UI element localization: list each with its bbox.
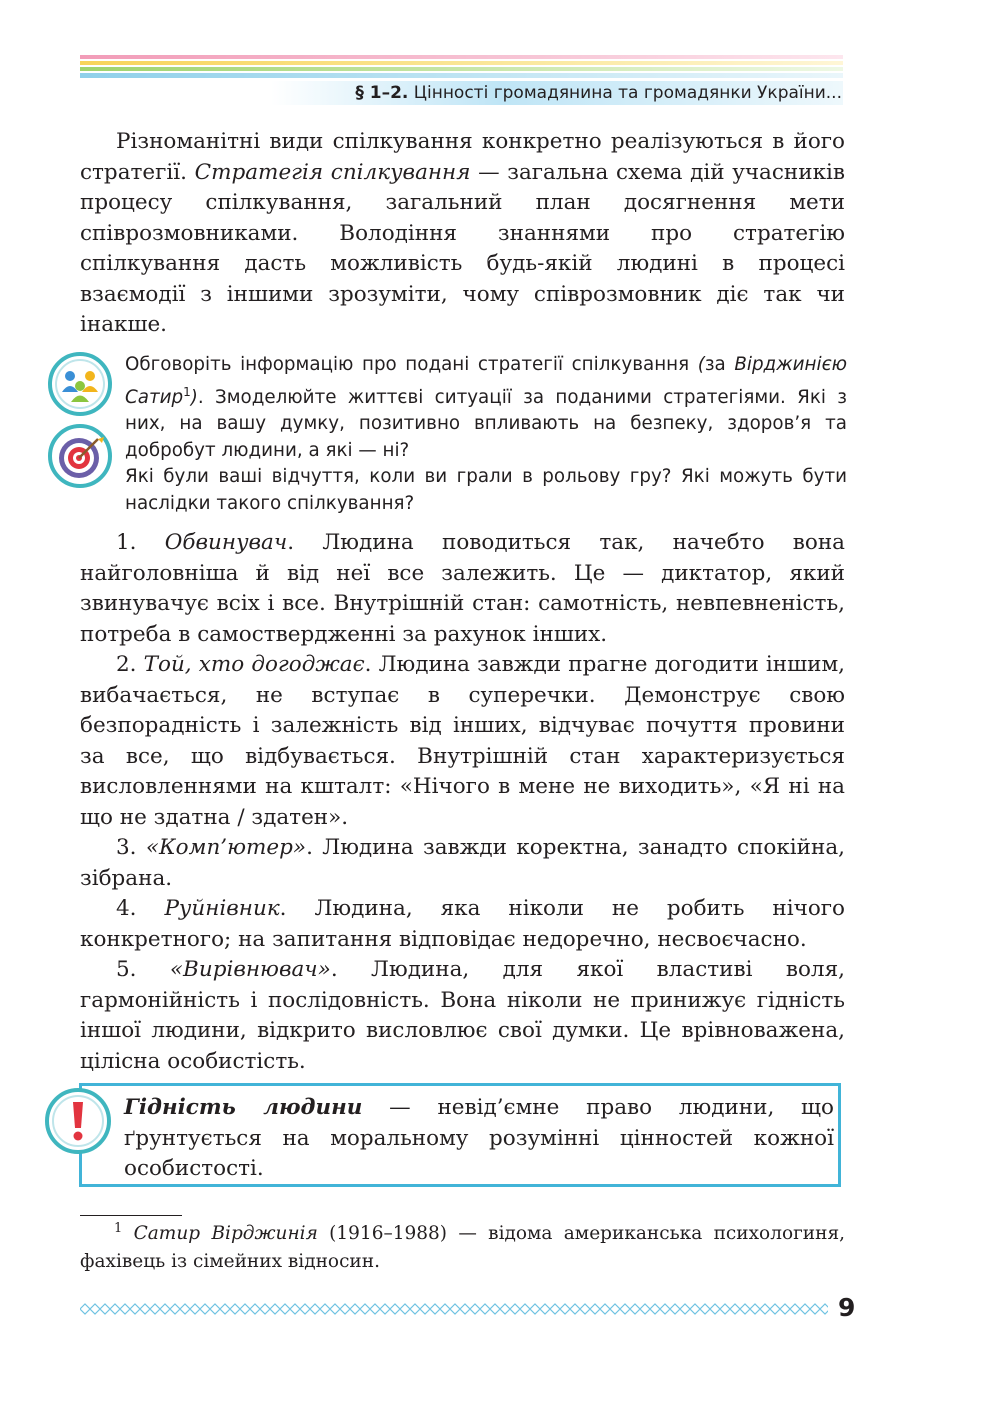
list-item-term: Руйнівник: [164, 896, 280, 921]
header-stripe-yellow: [80, 61, 843, 65]
footnote-rule: [80, 1215, 182, 1216]
task-text-b: . Змоделюйте життєві ситуації за поданими стратегіями. Які з них, на вашу думку, позитивно впливають на безпеку, здоров’я та добробут людини, а які — ні?: [125, 386, 847, 461]
list-item-text: . Людина, яка ніколи не робить нічого конкретного; на запитання відповідає недоречно, несвоєчасно.: [80, 896, 845, 952]
header-stripe-pink: [80, 55, 843, 59]
list-item-text: . Людина поводиться так, начебто вона найголовніша й від неї все залежить. Це — диктатор, який звинувачує всіх і все. Внутрішній стан: самотність, невпевненість, потреба в самоствердженні за рахунок інших.: [80, 530, 845, 647]
intro-text-a: Різноманітні види спілкування конкретно реалізуються в його стратегії.: [80, 129, 845, 185]
list-item-text: . Людина, для якої властиві воля, гармонійність і послідовність. Вона ніколи не принижує гідність іншої людини, відкрито висловлює свої думки. Це врівноважена, цілісна особистість.: [80, 957, 845, 1074]
list-item-text: . Людина завжди коректна, занадто спокійна, зібрана.: [80, 835, 845, 891]
intro-text-b: — загальна схема дій учасників процесу спілкування, загальний план досягнення мети співрозмовниками. Володіння знаннями про стратегію спілкування дасть можливість будь-якій людині в процесі взаємодії з іншими зрозуміти, чому співрозмовник діє так чи інакше.: [80, 159, 845, 337]
header-stripe-green: [80, 67, 843, 71]
definition-body: — невід’ємне право людини, що ґрунтується на моральному розумінні цінностей кожної особистості.: [124, 1095, 834, 1181]
running-head: [355, 80, 842, 106]
footnote-text: (1916–1988) — відома американська психологиня, фахівець із сімейних відносин.: [80, 1223, 845, 1272]
list-item-number: 2.: [116, 652, 144, 677]
task-ref-prefix: за: [704, 354, 735, 375]
intro-paragraph: [80, 127, 845, 341]
section-number: § 1–2.: [355, 83, 409, 103]
list-item-number: 5.: [116, 957, 170, 982]
list-item: [80, 528, 845, 650]
footnote-marker: 1: [183, 384, 191, 399]
list-item-number: 4.: [116, 896, 165, 921]
list-item: [80, 955, 845, 1077]
page-number: 9: [838, 1293, 856, 1322]
task-ref-open: (: [697, 354, 705, 375]
list-item-number: 1.: [116, 530, 165, 555]
section-title: Цінності громадянина та громадянки України...: [413, 83, 842, 103]
footnote-number: 1: [114, 1221, 123, 1236]
exclamation-icon: [45, 1088, 111, 1154]
definition-text: [124, 1093, 834, 1185]
header-stripe-blue: [80, 73, 843, 78]
list-item-number: 3.: [116, 835, 146, 860]
task-paragraph-2: Які були ваші відчуття, коли ви грали в рольову гру? Які можуть бути наслідки такого спілкування?: [125, 466, 847, 514]
list-item-term: «Комп’ютер»: [145, 835, 307, 860]
group-discussion-icon: [48, 352, 112, 416]
footnote-name: Сатир Вірджинія: [133, 1223, 318, 1244]
bottom-ornament: [80, 1303, 828, 1315]
list-item: [80, 650, 845, 833]
task-paragraph-1: [125, 352, 847, 464]
list-item: [80, 894, 845, 955]
task-ref-close: ): [190, 386, 198, 408]
task-text-a: Обговоріть інформацію про подані стратегії спілкування: [125, 354, 698, 375]
list-item-term: Обвинувач: [164, 530, 288, 555]
list-item: [80, 833, 845, 894]
intro-term: Стратегія спілкування: [194, 159, 471, 185]
task-block: [125, 352, 847, 517]
target-icon: [48, 424, 112, 488]
list-item-text: . Людина завжди прагне догодити іншим, вибачається, не вступає в суперечки. Демонструє свою безпорадність і залежність від інших, відчуває почуття провини за все, що відбувається. Внутрішній стан характеризується висловленнями на кшталт: «Нічого в мене не виходить», «Я ні на що не здатна / здатен».: [80, 652, 845, 830]
definition-term: Гідність людини: [124, 1095, 363, 1120]
task-ref-name: Вірджинією Сатир: [125, 354, 847, 408]
strategies-list: [80, 528, 845, 1077]
list-item-term: «Вирівнювач»: [169, 957, 331, 982]
list-item-term: Той, хто догоджає: [143, 652, 365, 677]
footnote: [80, 1220, 845, 1276]
